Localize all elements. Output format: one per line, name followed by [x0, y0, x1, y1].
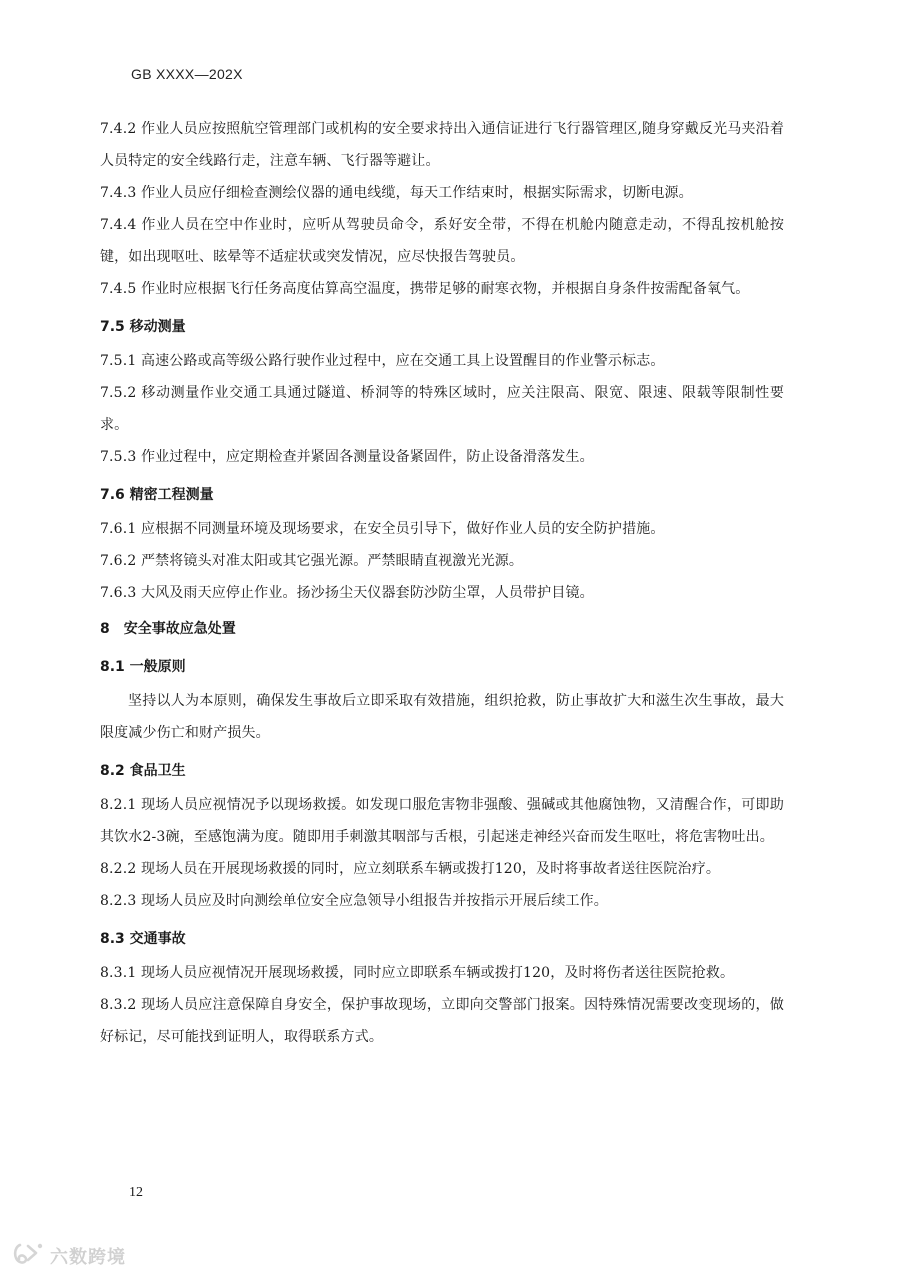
clause-paragraph: 7.4.3 作业人员应仔细检查测绘仪器的通电线缆，每天工作结束时，根据实际需求，切断电源。 — [100, 185, 693, 201]
clause-paragraph: 7.5.3 作业过程中，应定期检查并紧固各测量设备紧固件，防止设备滑落发生。 — [100, 449, 594, 465]
clause-paragraph: 7.5.1 高速公路或高等级公路行驶作业过程中，应在交通工具上设置醒目的作业警示标志。 — [100, 353, 665, 369]
document-header-id: GB XXXX—202X — [131, 66, 243, 82]
clause-paragraph: 7.6.3 大风及雨天应停止作业。扬沙扬尘天仪器套防沙防尘罩，人员带护目镜。 — [100, 585, 594, 601]
clause-paragraph: 7.4.4 作业人员在空中作业时，应听从驾驶员命令，系好安全带，不得在机舱内随意走动，不得乱按机舱按键，如出现呕吐、眩晕等不适症状或突发情况，应尽快报告驾驶员。 — [100, 217, 784, 265]
clause-paragraph: 8.2.2 现场人员在开展现场救援的同时，应立刻联系车辆或拨打120，及时将事故者送往医院治疗。 — [100, 861, 720, 877]
watermark — [10, 1242, 126, 1270]
clause-paragraph: 8.2.3 现场人员应及时向测绘单位安全应急领导小组报告并按指示开展后续工作。 — [100, 893, 608, 909]
clause-paragraph: 7.5.2 移动测量作业交通工具通过隧道、桥洞等的特殊区域时，应关注限高、限宽、限速、限载等限制性要求。 — [100, 385, 784, 433]
document-body — [100, 113, 784, 1053]
page-number: 12 — [129, 1185, 143, 1200]
chapter-heading: 8 安全事故应急处置 — [100, 621, 236, 637]
section-heading: 7.6 精密工程测量 — [100, 487, 214, 503]
watermark-text: 六数跨境 — [50, 1247, 126, 1268]
clause-paragraph: 7.6.2 严禁将镜头对准太阳或其它强光源。严禁眼睛直视激光光源。 — [100, 553, 524, 569]
section-heading: 8.1 一般原则 — [100, 659, 186, 675]
clause-paragraph: 8.3.1 现场人员应视情况开展现场救援，同时应立即联系车辆或拨打120，及时将伤者送往医院抢救。 — [100, 965, 735, 981]
section-heading: 8.3 交通事故 — [100, 931, 186, 947]
clause-paragraph: 7.6.1 应根据不同测量环境及现场要求，在安全员引导下，做好作业人员的安全防护措施。 — [100, 521, 665, 537]
paragraph: 坚持以人为本原则，确保发生事故后立即采取有效措施，组织抢救，防止事故扩大和滋生次生事故，最大限度减少伤亡和财产损失。 — [100, 693, 784, 741]
clause-paragraph: 7.4.5 作业时应根据飞行任务高度估算高空温度，携带足够的耐寒衣物，并根据自身条件按需配备氧气。 — [100, 281, 750, 297]
section-heading: 7.5 移动测量 — [100, 319, 186, 335]
logo-mark-icon — [10, 1241, 44, 1271]
clause-paragraph: 7.4.2 作业人员应按照航空管理部门或机构的安全要求持出入通信证进行飞行器管理区,随身穿戴反光马夹沿着人员特定的安全线路行走，注意车辆、飞行器等避让。 — [100, 121, 784, 169]
clause-paragraph: 8.2.1 现场人员应视情况予以现场救援。如发现口服危害物非强酸、强碱或其他腐蚀物，又清醒合作，可即助其饮水2-3碗，至感饱满为度。随即用手刺激其咽部与舌根，引起迷走神经兴奋而发生呕吐，将危害物吐出。 — [100, 797, 784, 845]
clause-paragraph: 8.3.2 现场人员应注意保障自身安全，保护事故现场，立即向交警部门报案。因特殊情况需要改变现场的，做好标记，尽可能找到证明人，取得联系方式。 — [100, 997, 784, 1045]
section-heading: 8.2 食品卫生 — [100, 763, 186, 779]
